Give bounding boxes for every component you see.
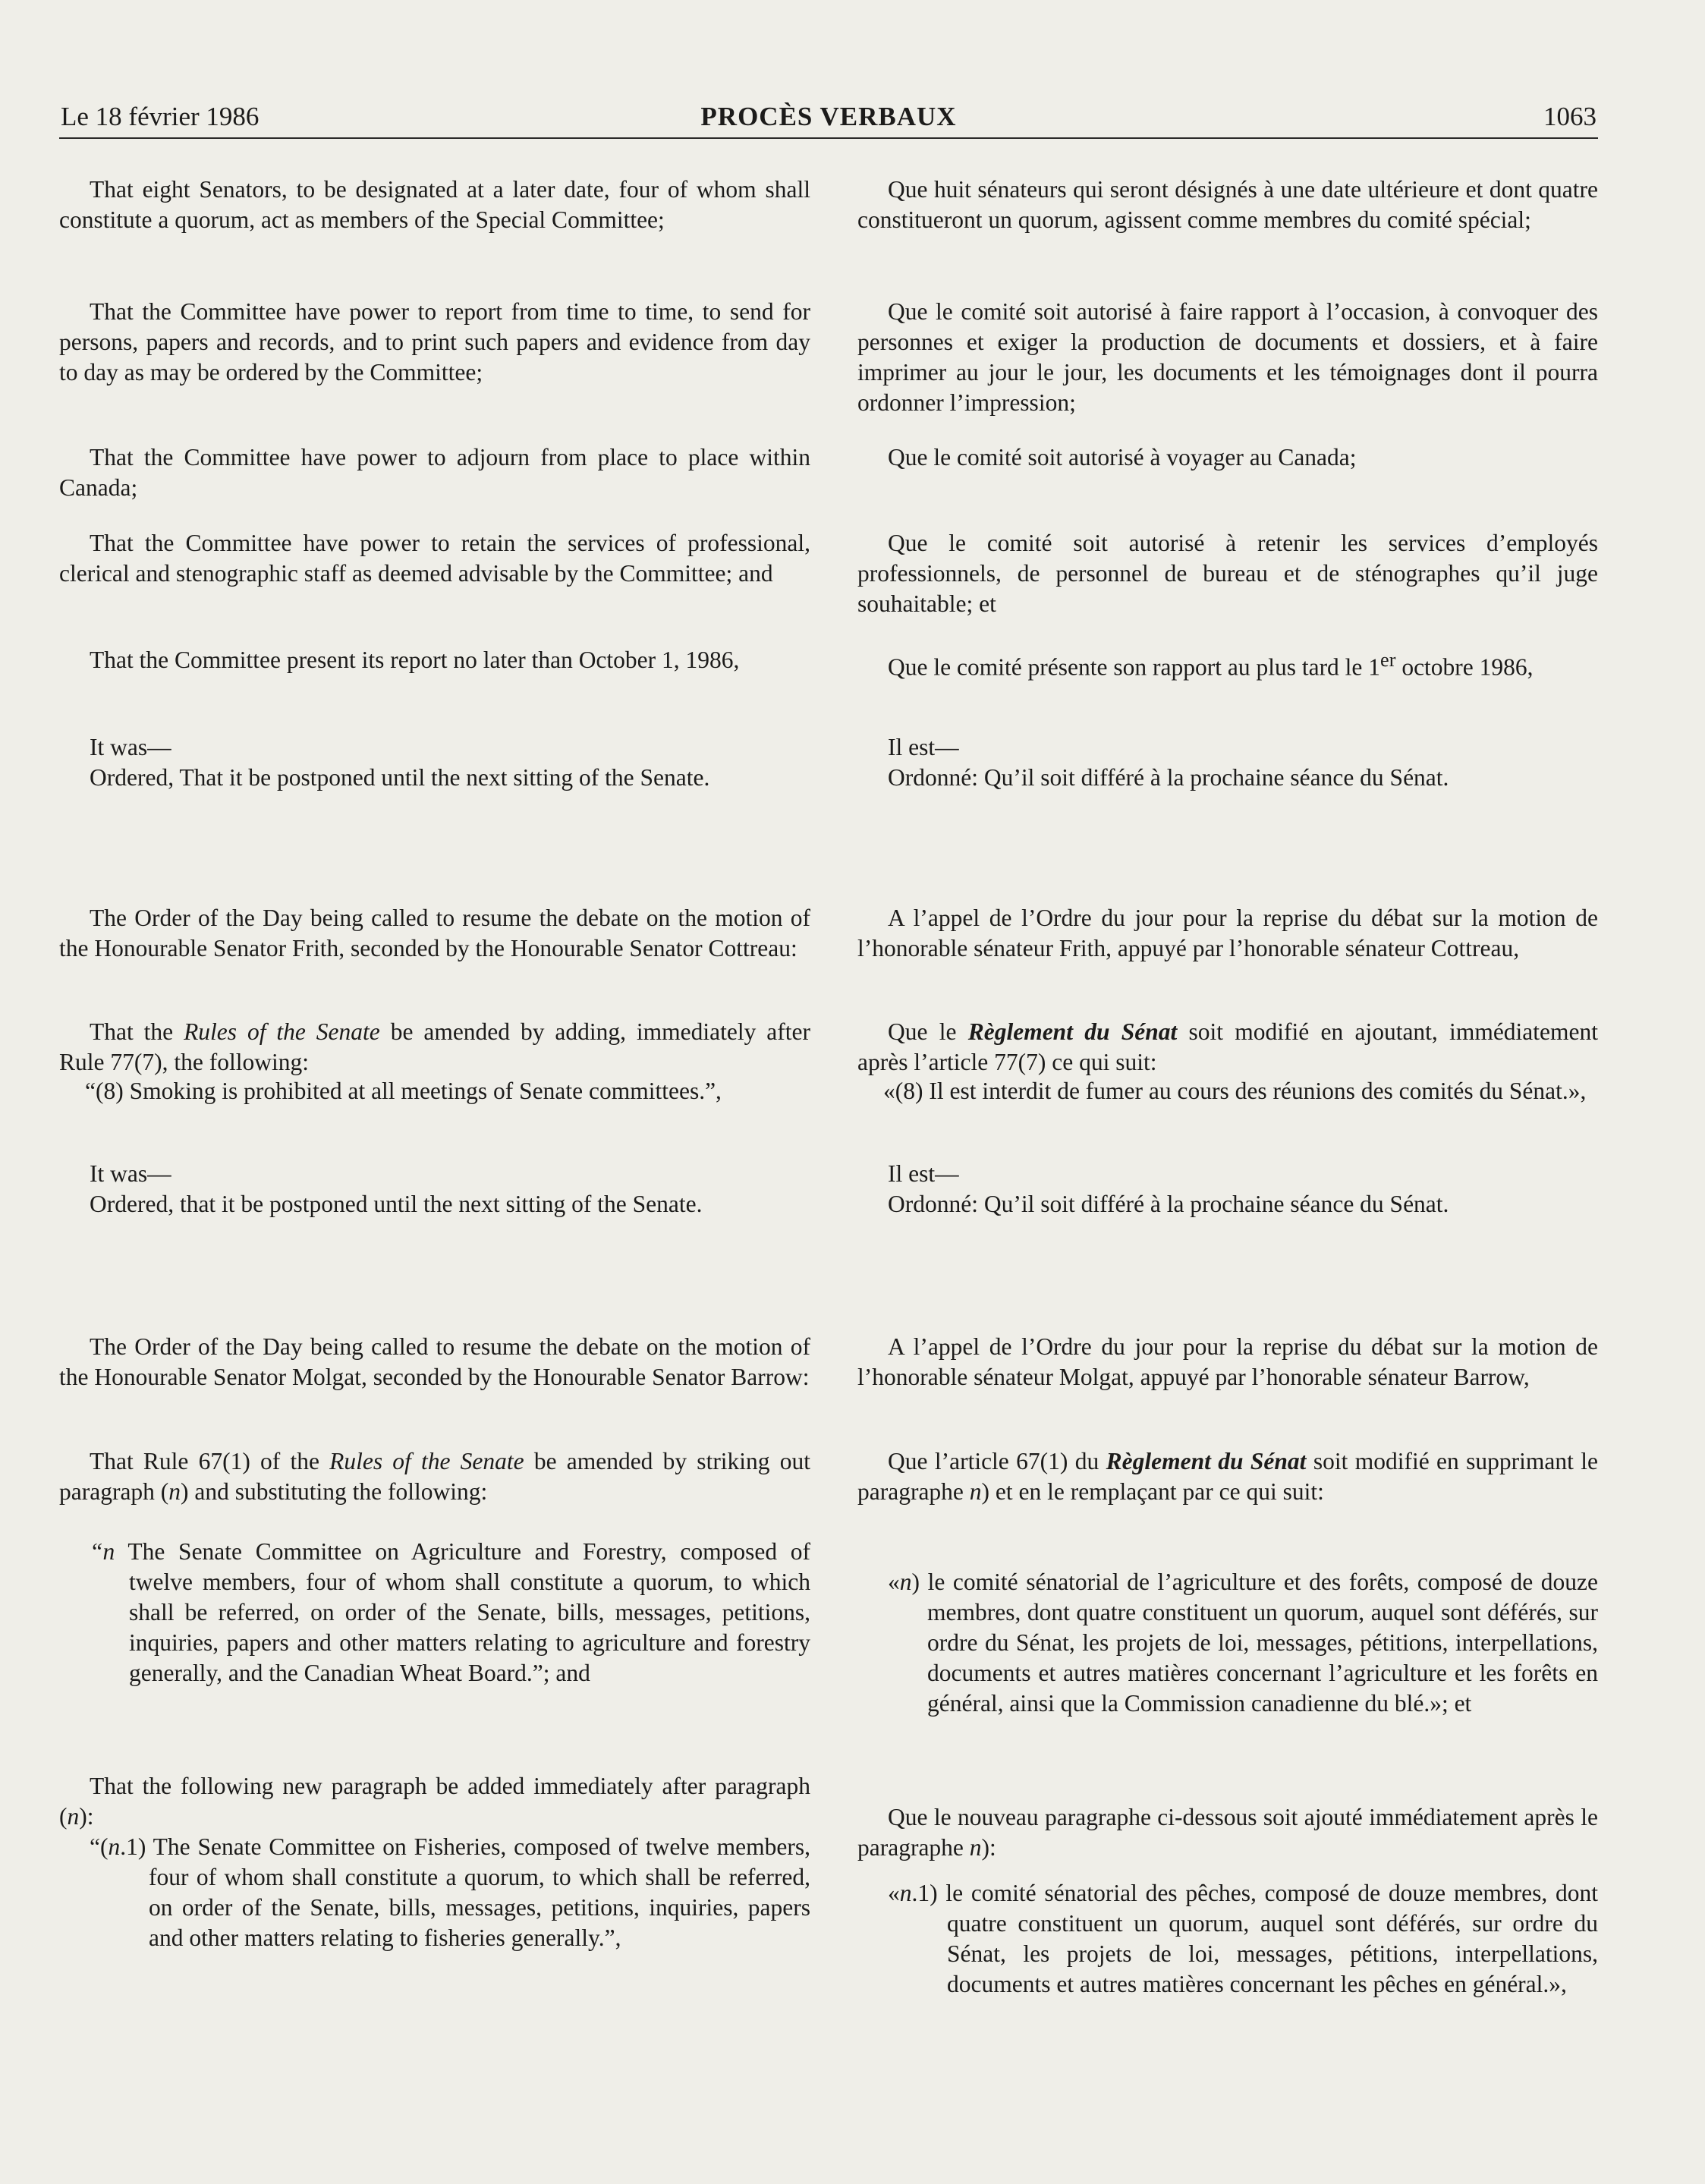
en-paragraph-12: That Rule 67(1) of the Rules of the Senate be amended by striking out paragraph (n) and substituting the following: xyxy=(59,1448,811,1505)
fr-paragraph-13: «n) le comité sénatorial de l’agriculture et des forêts, composé de douze membres, dont quatre constituent un quorum, auquel sont déférés, sur ordre du Sénat, les projets de loi, messages, pétitions, interpellations, documents et autres matières concernant l’agriculture et les forêts en général, ainsi que la Commission canadienne du blé.»; et xyxy=(888,1569,1598,1717)
header-date: Le 18 février 1986 xyxy=(61,102,260,131)
fr-paragraph-2: Que le comité soit autorisé à faire rapport à l’occasion, à convoquer des personnes et exiger la production de documents et dossiers, et à faire imprimer au jour le jour, les documents et les témoignages dont il pourra ordonner l’impression; xyxy=(857,298,1598,416)
en-paragraph-15: “(n.1) The Senate Committee on Fisheries, composed of twelve members, four of whom shall constitute a quorum, to which shall be referred, on order of the Senate, bills, messages, petitions, inquiries, papers and other matters relating to fisheries generally.”, xyxy=(90,1833,810,1951)
fr-paragraph-12: Que l’article 67(1) du Règlement du Sénat soit modifié en supprimant le paragraphe n) et en le remplaçant par ce qui suit: xyxy=(857,1448,1599,1505)
fr-paragraph-11: A l’appel de l’Ordre du jour pour la reprise du débat sur la motion de l’honorable sénateur Molgat, appuyé par l’honorable sénateur Barrow, xyxy=(857,1333,1598,1390)
fr-paragraph-5: Que le comité présente son rapport au plus tard le 1er octobre 1986, xyxy=(888,649,1534,681)
header-title: PROCÈS VERBAUX xyxy=(700,102,957,131)
en-paragraph-7: The Order of the Day being called to resume the debate on the motion of the Honourable Senator Frith, seconded by the Honourable Senator Cottreau: xyxy=(59,905,810,961)
header-rule xyxy=(59,137,1598,139)
en-paragraph-4: That the Committee have power to retain the services of professional, clerical and stenographic staff as deemed advisable by the Committee; and xyxy=(59,530,810,587)
en-paragraph-9: “(8) Smoking is prohibited at all meetings of Senate committees.”, xyxy=(85,1078,722,1104)
en-paragraph-3: That the Committee have power to adjourn from place to place within Canada; xyxy=(59,444,810,501)
en-paragraph-6: It was— Ordered, That it be postponed until the next sitting of the Senate. xyxy=(90,734,710,791)
fr-paragraph-9: «(8) Il est interdit de fumer au cours des réunions des comités du Sénat.», xyxy=(883,1078,1587,1104)
page-number: 1063 xyxy=(1543,102,1596,131)
fr-paragraph-7: A l’appel de l’Ordre du jour pour la reprise du débat sur la motion de l’honorable sénateur Frith, appuyé par l’honorable sénateur Cottreau, xyxy=(857,905,1598,961)
en-paragraph-14: That the following new paragraph be added immediately after paragraph (n): xyxy=(59,1773,810,1830)
fr-paragraph-10: Il est— Ordonné: Qu’il soit différé à la prochaine séance du Sénat. xyxy=(888,1160,1449,1217)
en-paragraph-8: That the Rules of the Senate be amended by adding, immediately after Rule 77(7), the following: xyxy=(59,1018,810,1075)
en-paragraph-5: That the Committee present its report no later than October 1, 1986, xyxy=(90,647,740,673)
en-paragraph-1: That eight Senators, to be designated at a later date, four of whom shall constitute a quorum, act as members of the Special Committee; xyxy=(59,176,810,233)
fr-paragraph-8: Que le Règlement du Sénat soit modifié en ajoutant, immédiatement après l’article 77(7) ce qui suit: xyxy=(857,1018,1598,1075)
fr-paragraph-3: Que le comité soit autorisé à voyager au Canada; xyxy=(888,444,1357,470)
en-paragraph-2: That the Committee have power to report from time to time, to send for persons, papers and records, and to print such papers and evidence from day to day as may be ordered by the Committee; xyxy=(59,298,810,386)
fr-paragraph-1: Que huit sénateurs qui seront désignés à une date ultérieure et dont quatre constitueront un quorum, agissent comme membres du comité spécial; xyxy=(857,176,1598,233)
en-paragraph-10: It was— Ordered, that it be postponed until the next sitting of the Senate. xyxy=(90,1160,703,1217)
page-header xyxy=(61,100,1596,134)
fr-paragraph-4: Que le comité soit autorisé à retenir les services d’employés professionnels, de personnel de bureau et de sténographes qu’il juge souhaitable; et xyxy=(857,530,1598,617)
fr-paragraph-6: Il est— Ordonné: Qu’il soit différé à la prochaine séance du Sénat. xyxy=(888,734,1449,791)
en-paragraph-11: The Order of the Day being called to resume the debate on the motion of the Honourable Senator Molgat, seconded by the Honourable Senator Barrow: xyxy=(59,1333,810,1390)
fr-paragraph-14: Que le nouveau paragraphe ci-dessous soit ajouté immédiatement après le paragraphe n): xyxy=(857,1804,1598,1861)
en-paragraph-13: “n The Senate Committee on Agriculture and Forestry, composed of twelve members, four of whom shall constitute a quorum, to which shall be referred, on order of the Senate, bills, messages, petitions, inquiries, papers and other matters relating to agriculture and forestry generally, and the Canadian Wheat Board.”; and xyxy=(90,1538,810,1686)
fr-paragraph-15: «n.1) le comité sénatorial des pêches, composé de douze membres, dont quatre constituent un quorum, auquel sont déférés, sur ordre du Sénat, les projets de loi, messages, pétitions, interpellations, documents et autres matières concernant les pêches en général.», xyxy=(888,1880,1598,1997)
